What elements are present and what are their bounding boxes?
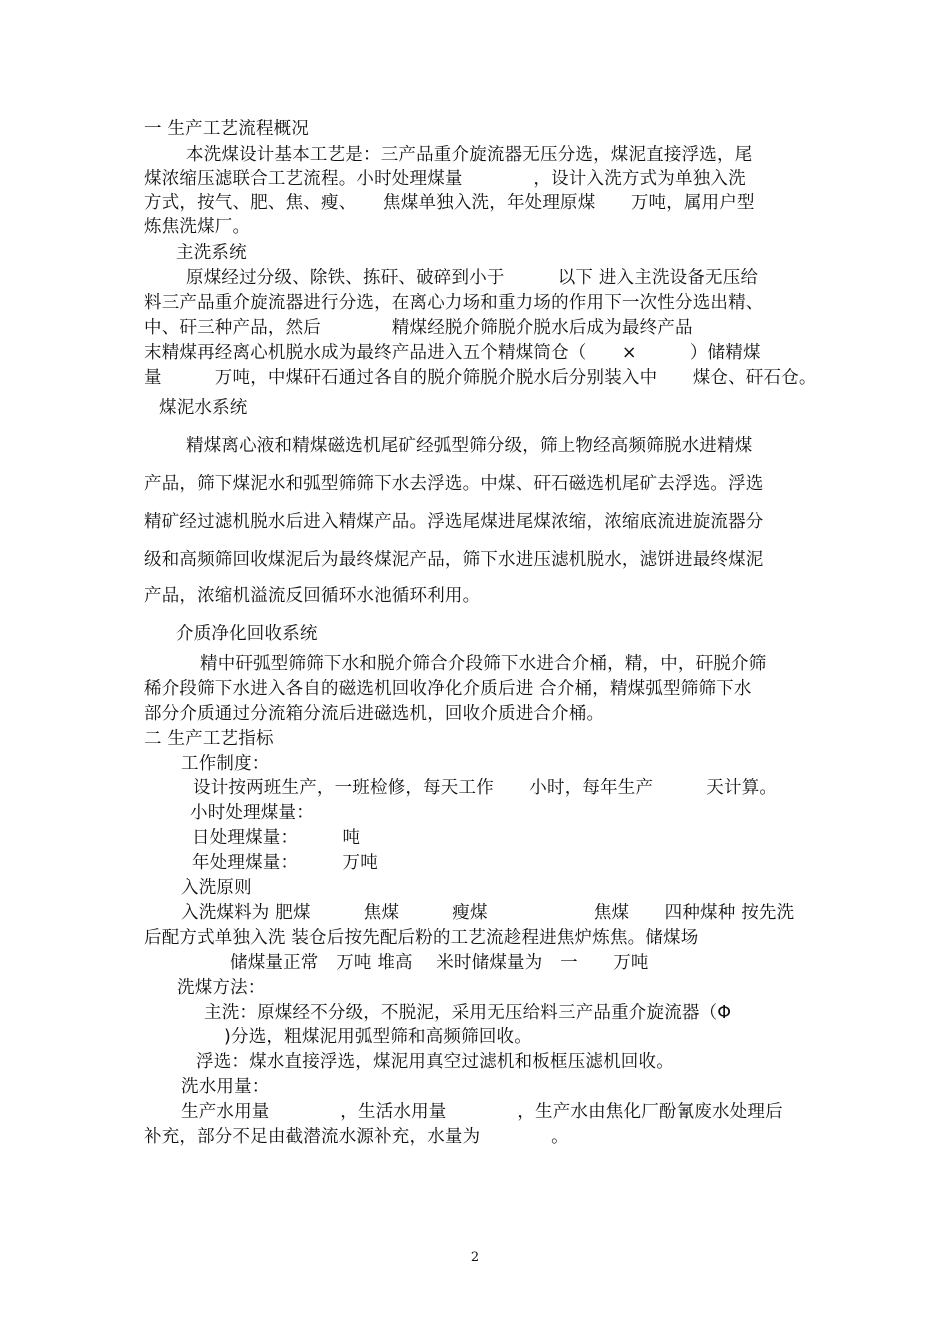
text-line: 主洗：原煤经不分级，不脱泥，采用无压给料三产品重介旋流器（Φ: [204, 1003, 732, 1023]
subheading: 主洗系统: [176, 243, 247, 263]
text-line: 稀介段筛下水进入各自的磁选机回收净化介质后进 合介桶，精煤弧型筛筛下水: [144, 679, 752, 699]
subheading: 工作制度：: [181, 754, 270, 774]
text-line: 日处理煤量： 吨: [192, 828, 361, 848]
text-line: 炼焦洗煤厂。: [144, 217, 251, 237]
text-line: 入洗煤料为 肥煤 焦煤 瘦煤 焦煤 四种煤种 按先洗: [181, 903, 795, 923]
page-number: 2: [470, 1250, 480, 1265]
subheading: 煤泥水系统: [159, 398, 248, 418]
text-line: 设计按两班生产，一班检修，每天工作 小时，每年生产 天计算。: [193, 778, 778, 798]
text-line: 方式，按气、肥、焦、瘦、 焦煤单独入洗，年处理原煤 万吨，属用户型: [144, 193, 755, 213]
subheading: 洗煤方法：: [177, 978, 266, 998]
text-line: 级和高频筛回收煤泥后为最终煤泥产品，筛下水进压滤机脱水，滤饼进最终煤泥: [144, 550, 764, 570]
text-line: 产品，浓缩机溢流反回循环水池循环利用。: [144, 586, 481, 606]
subheading: 介质净化回收系统: [176, 624, 318, 644]
text-line: 储煤量正常 万吨 堆高 米时储煤量为 一 万吨: [230, 953, 649, 973]
text-line: 后配方式单独入洗 装仓后按先配后粉的工艺流趁程进焦炉炼焦。储煤场: [144, 928, 699, 948]
section-heading-2: 二 生产工艺指标: [144, 729, 274, 749]
text-line: 部分介质通过分流箱分流后进磁选机，回收介质进合介桶。: [144, 704, 605, 724]
text-line: )分选，粗煤泥用弧型筛和高频筛回收。: [224, 1027, 532, 1047]
text-line: 料三产品重介旋流器进行分选，在离心力场和重力场的作用下一次性分选出精、: [144, 293, 764, 313]
text-line: 精煤离心液和精煤磁选机尾矿经弧型筛分级，筛上物经高频筛脱水进精煤: [186, 436, 753, 456]
text-line: 原煤经过分级、除铁、拣矸、破碎到小于 以下 进入主洗设备无压给: [186, 268, 759, 288]
text-line: 本洗煤设计基本工艺是：三产品重介旋流器无压分选，煤泥直接浮选，尾: [186, 145, 753, 165]
text-line: 煤浓缩压滤联合工艺流程。小时处理煤量 ，设计入洗方式为单独入洗: [144, 169, 746, 189]
text-line: 浮选：煤水直接浮选，煤泥用真空过滤机和板框压滤机回收。: [196, 1052, 674, 1072]
subheading: 洗水用量：: [181, 1077, 270, 1097]
text-line: 精中矸弧型筛筛下水和脱介筛合介段筛下水进合介桶，精，中，矸脱介筛: [200, 654, 767, 674]
subheading: 入洗原则: [181, 878, 252, 898]
subheading: 小时处理煤量：: [190, 803, 314, 823]
section-heading-1: 一 生产工艺流程概况: [144, 119, 310, 139]
text-line: 中、矸三种产品，然后 精煤经脱介筛脱介脱水后成为最终产品: [144, 318, 693, 338]
text-line: 年处理煤量： 万吨: [192, 853, 378, 873]
text-line: 生产水用量 ，生活水用量 ，生产水由焦化厂酚氰废水处理后: [181, 1102, 783, 1122]
text-line: 产品，筛下煤泥水和弧型筛筛下水去浮选。中煤、矸石磁选机尾矿去浮选。浮选: [144, 474, 764, 494]
text-line: 精矿经过滤机脱水后进入精煤产品。浮选尾煤进尾煤浓缩，浓缩底流进旋流器分: [144, 512, 764, 532]
text-line: 补充，部分不足由截潜流水源补充，水量为 。: [144, 1127, 569, 1147]
text-line: 量 万吨，中煤矸石通过各自的脱介筛脱介脱水后分别装入中 煤仓、矸石仓。: [144, 368, 817, 388]
text-line: 末精煤再经离心机脱水成为最终产品进入五个精煤筒仓（ × ）储精煤: [144, 343, 761, 363]
